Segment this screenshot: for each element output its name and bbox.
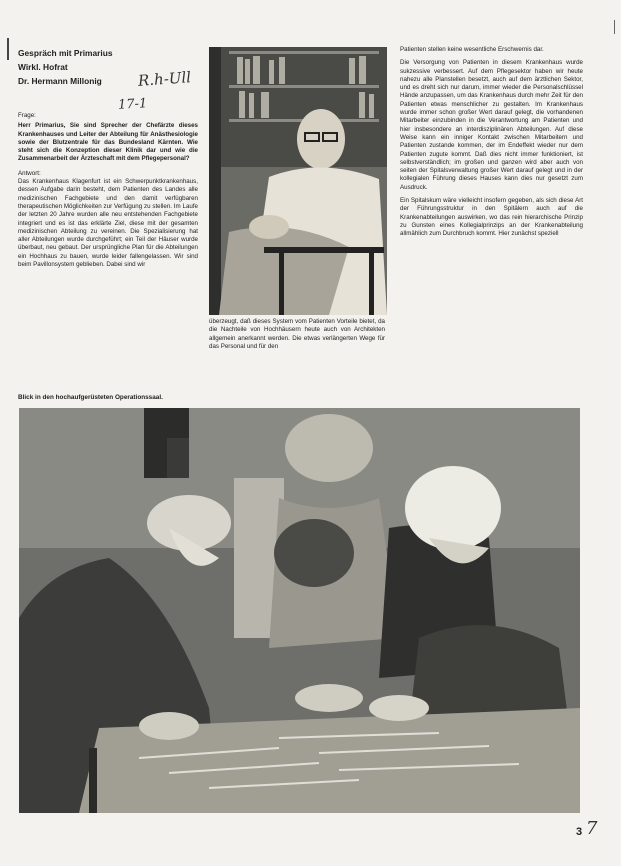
answer-label: Antwort: <box>18 169 41 177</box>
handwritten-note: R.h-Ull <box>137 68 192 90</box>
handwritten-page-number: 7 <box>586 818 598 839</box>
page-number: 3 <box>576 826 583 838</box>
binder-mark <box>7 38 9 60</box>
portrait-image <box>209 47 387 315</box>
question-text: Herr Primarius, Sie sind Sprecher der Chefärzte dieses Krankenhauses und Leiter der Abteilung für Anästhesiologie sowie der Blutzentrale für das Bundesland Kärnten. Wie steht sich die Konzeption dieser Klinik dar und wie die Zusammenarbeit der Ärzteschaft mit dem Pflegepersonal? <box>18 122 198 163</box>
middle-text: überzeugt, daß dieses System vom Patienten Vorteile bietet, da die Nachteile von Hochhäusern heute auch von Architekten allgemein anerkannt werden. Die etwas verlängerten Wege für das Personal und für den <box>209 318 385 350</box>
header-line-1: Gespräch mit Primarius <box>18 48 113 58</box>
answer-text: Das Krankenhaus Klagenfurt ist ein Schwerpunktkrankenhaus, dessen Aufgabe darin besteht, dem Patienten des Landes alle medizinischen Fachgebiete und den damit verfügbaren therapeutischen Möglichkeiten zur Verfügung zu stellen. Im Laufe der letzten 20 Jahre wurden alle neu entstehenden Fachgebiete integriert und es ist das erklärte Ziel, diese mit der gesamten medizinischen Abteilung zu vereinen. Die Spezialisierung hat aller Abteilungen wurde durchgeführt; ein Teil der Häuser wurde überbaut, neu gebaut. Der ursprüngliche Plan für die Abteilungen ein Hochhaus zu bauen, wurde leider fallengelassen. Wir sind beim Pavillonsystem geblieben. Dabei sind wir <box>18 178 198 269</box>
binder-mark <box>614 20 615 34</box>
surgery-image <box>19 408 580 813</box>
question-label: Frage: <box>18 112 36 119</box>
header-line-2: Wirkl. Hofrat <box>18 62 68 72</box>
right-paragraph-1: Patienten stellen keine wesentliche Erschwernis dar. <box>400 46 544 53</box>
right-paragraph-2: Die Versorgung von Patienten in diesem Krankenhaus wurde sukzessive verbessert. Auf dem Pflegesektor haben wir heute nahezu alle Planstellen besetzt, auch auf dem ärztlichen Sektor, und es dreht sich nur darum, immer wieder die Personalschlüssel Hände anzupassen, um das Krankenhaus durch mehr Zeit für den Patienten etwas menschlicher zu gestalten. Im Krankenhaus wurde immer schon großer Wert darauf gelegt, die vorhandenen Mitarbeiter einzubinden in die Verantwortung am Patienten und hier insbesondere an interdisziplinären Abteilungen. Auf diese Weise kann ein inniger Kontakt zwischen Mitarbeitern und Patienten zustande kommen, der im Endeffekt wieder nur dem Patienten zugute kommt. Daß dies nicht immer funktioniert, ist selbstverständlich; im großen und ganzen wird aber auch von seiten der Spitalsverwaltung großer Wert darauf gelegt und in der kollegialen Führung dieses Hauses kann dies nur gesetzt zum Ausdruck. <box>400 59 583 191</box>
handwritten-note: 17-1 <box>117 96 148 113</box>
photo-caption: Blick in den hochaufgerüsteten Operationssaal. <box>18 394 163 401</box>
right-text-column <box>400 46 583 239</box>
right-paragraph-3: Ein Spitalskum wäre vielleicht insofern gegeben, als sich diese Art der Führungsstruktur in den Spitälern auch auf die Krankenabteilungen auswirken, wo das rein hierarchische Prinzip zu Gunsten eines Kollegialprinzips an der Krankenabteilung allmählich zum Durchbruch kommt. Hier zunächst speziell <box>400 197 583 238</box>
left-text-column <box>18 112 198 269</box>
surgery-photo <box>19 408 580 813</box>
middle-text-column <box>209 318 385 351</box>
portrait-photo <box>209 47 387 315</box>
header-line-3: Dr. Hermann Millonig <box>18 76 102 86</box>
